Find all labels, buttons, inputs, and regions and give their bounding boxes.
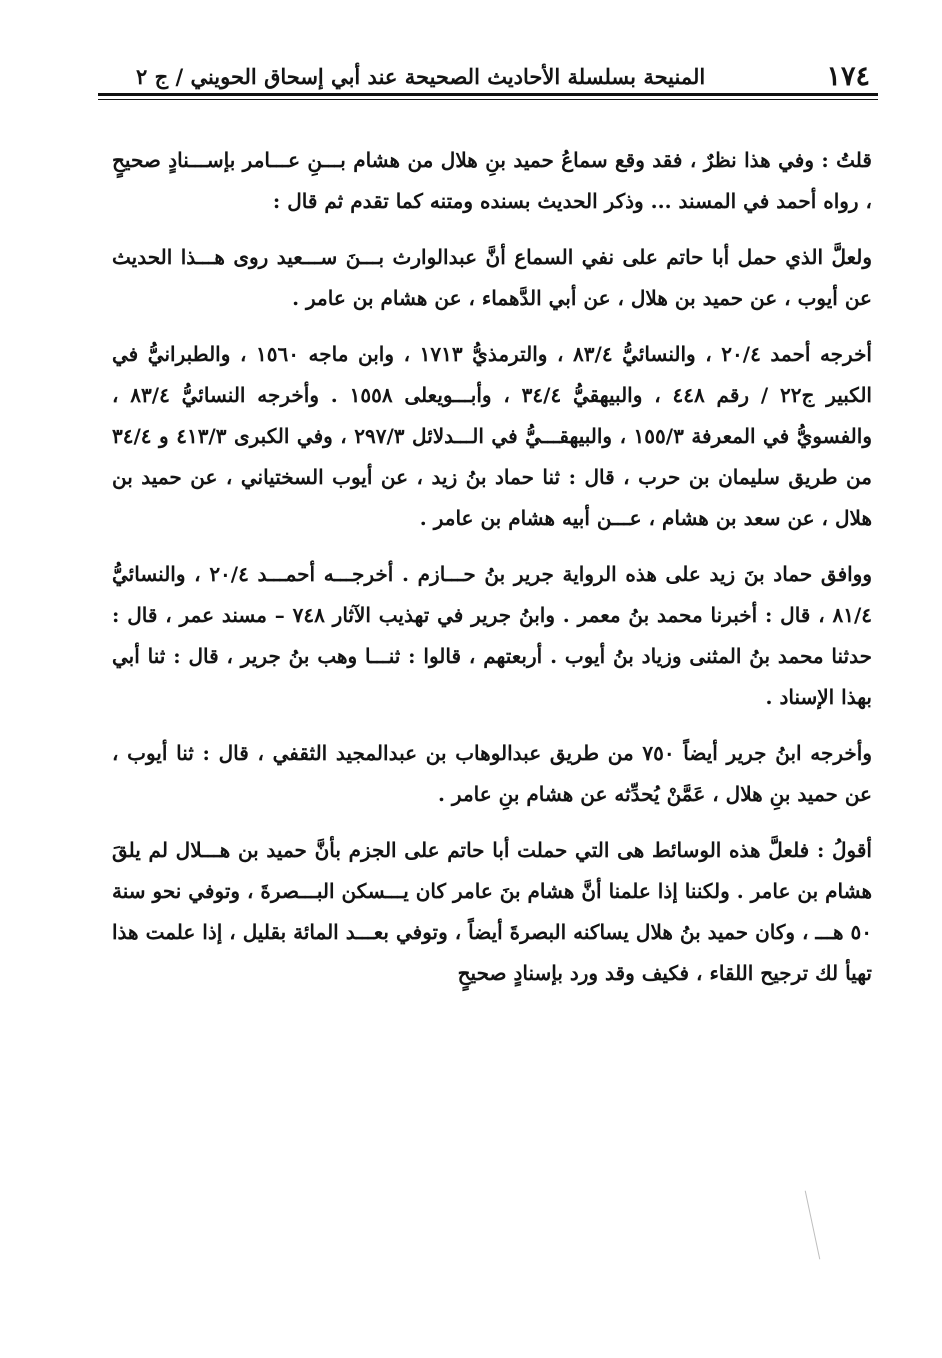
header-rule-thick bbox=[98, 93, 878, 96]
paragraph: ووافق حماد بنَ زيد على هذه الرواية جرير بنُ حـــازم . أخرجـــه أحمـــد ٢٠/٤ ، والنسائيُّ ٨١/٤ ، قال : أخبرنا محمد بنُ معمر . وابنُ جرير في تهذيب الآثار ٧٤٨ – مسند عمر ، قال : حدثنا محمد بنُ المثنى وزياد بنُ أيوب . أربعتهم ، قالوا : ثنـــا وهب بنُ جرير ، قال : ثنا أبي بهذا الإسناد . bbox=[112, 562, 873, 709]
page-header bbox=[100, 52, 876, 94]
paragraph: وأخرجه ابنُ جرير أيضاً ٧٥٠ من طريق عبدالوهاب بن عبدالمجيد الثقفي ، قال : ثنا أيوب ، عن حميد بنِ هلال ، عَمَّنْ يُحدِّثه عن هشام بنِ عامر . bbox=[112, 741, 872, 806]
body-text bbox=[112, 140, 872, 1009]
paragraph: أقولُ : فلعلَّ هذه الوسائط هى التي حملت أبا حاتم على الجزم بأنَّ حميد بن هـــلال لم يلقَ هشام بن عامر . ولكننا إذا علمنا أنَّ هشام بنَ عامر كان يـــسكن البـــصرةَ ، وتوفي نحو سنة ٥٠ هـــ ، وكان حميد بنُ هلال يساكنه البصرةَ أيضاً ، وتوفي بعـــد المائة بقليل ، إذا علمت هذا تهيأ لك ترجيح اللقاء ، فكيف وقد ورد بإسنادٍ صحيحٍ bbox=[112, 838, 872, 985]
page-number: ١٧٤ bbox=[826, 61, 870, 92]
header-rule-thin bbox=[98, 99, 878, 100]
paragraph: أخرجه أحمد ٢٠/٤ ، والنسائيُّ ٨٣/٤ ، والترمذيُّ ١٧١٣ ، وابن ماجه ١٥٦٠ ، والطبرانيُّ في الكبير ج٢٢ / رقم ٤٤٨ ، والبيهقيُّ ٣٤/٤ ، وأبـــويعلى ١٥٥٨ . وأخرجه النسائيُّ ٨٣/٤ ، والفسويُّ في المعرفة ١٥٥/٣ ، والبيهقـــيُّ في الـــدلائل ٢٩٧/٣ ، وفي الكبرى ٤١٣/٣ و ٣٤/٤ من طريق سليمان بن حرب ، قال : ثنا حماد بنُ زيد ، عن أيوب السختياني ، عن حميد بن هلال ، عن سعد بن هشام ، عـــن أبيه هشام بن عامر . bbox=[112, 342, 872, 530]
scan-artifact-line bbox=[805, 1191, 821, 1260]
paragraph: قلتُ : وفي هذا نظرٌ ، فقد وقع سماعُ حميد بنِ هلال من هشام بـــنِ عـــامر بإســـنادٍ صحيحٍ ، رواه أحمد في المسند ... وذكر الحديث بسنده ومتنه كما تقدم ثم قال : bbox=[112, 148, 872, 213]
running-title: المنيحة بسلسلة الأحاديث الصحيحة عند أبي إسحاق الحويني / ج ٢ bbox=[136, 64, 706, 89]
paragraph: ولعلَّ الذي حمل أبا حاتم على نفي السماع أنَّ عبدالوارث بـــنَ ســـعيد روى هـــذا الحديث عن أيوب ، عن حميد بن هلال ، عن أبي الدَّهماء ، عن هشام بن عامر . bbox=[112, 245, 872, 310]
